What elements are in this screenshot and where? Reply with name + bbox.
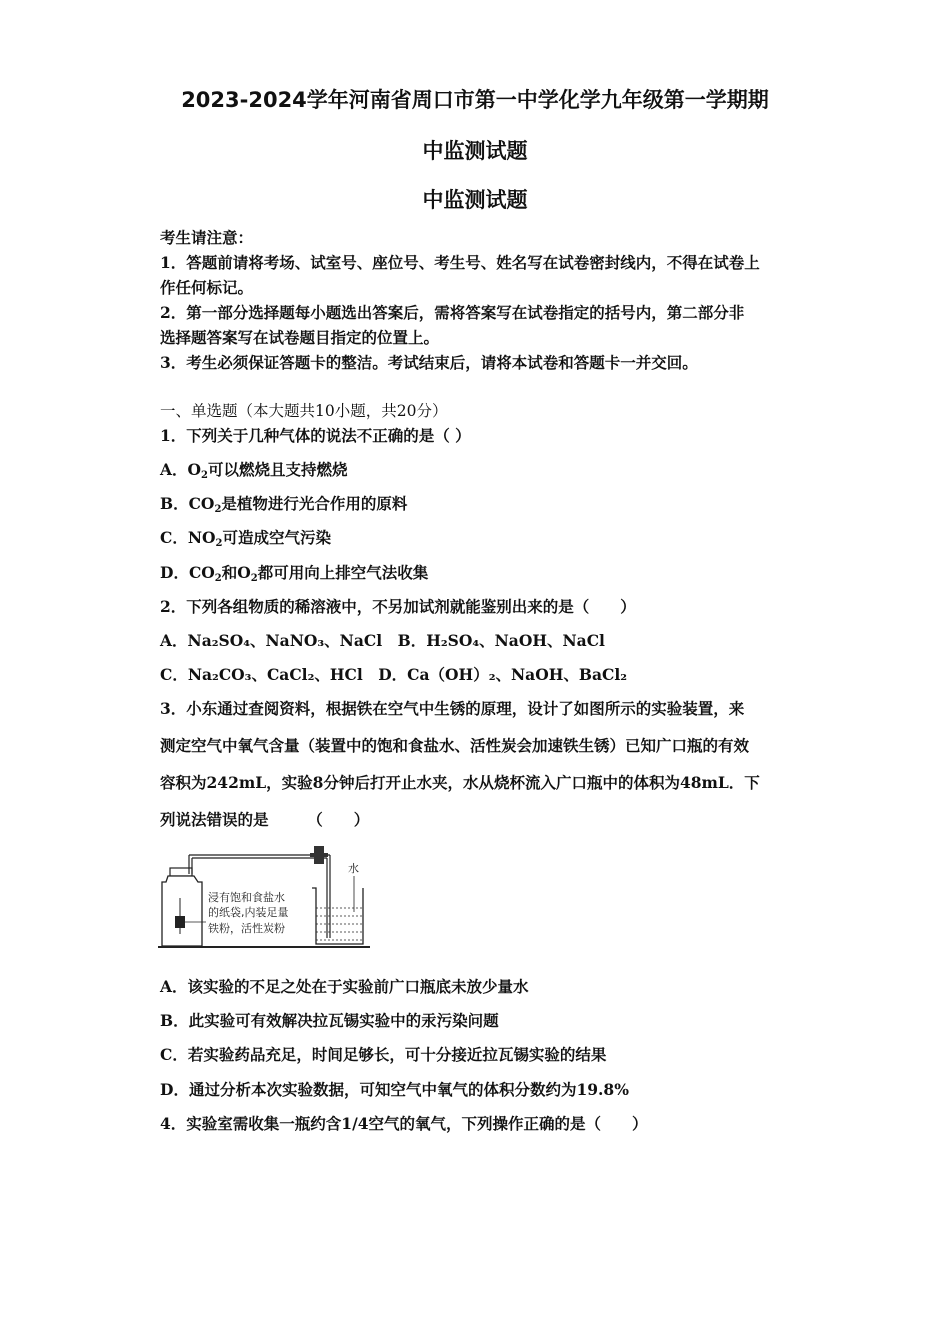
- svg-text:浸有饱和食盐水: 浸有饱和食盐水: [208, 891, 285, 904]
- question-1-option-c: C．$NO_2$可造成空气污染: [160, 528, 331, 549]
- question-3-stem-line: 测定空气中氧气含量（装置中的饱和食盐水、活性炭会加速铁生锈）已知广口瓶的有效: [160, 736, 750, 755]
- svg-text:的纸袋,内装足量: 的纸袋,内装足量: [208, 906, 289, 919]
- paper-bag: [175, 916, 185, 928]
- question-3-stem-line: 3．小东通过查阅资料，根据铁在空气中生锈的原理，设计了如图所示的实验装置，来: [160, 699, 745, 718]
- question-1-stem: 1．下列关于几种气体的说法不正确的是（ ）: [160, 426, 471, 445]
- question-3-stem-line: 容积为242mL，实验8分钟后打开止水夹，水从烧杯流入广口瓶中的体积为48mL．下: [160, 773, 760, 792]
- question-3-option-c: C．若实验药品充足，时间足够长，可十分接近拉瓦锡实验的结果: [160, 1045, 607, 1064]
- question-2-options-ab: A．Na₂SO₄、NaNO₃、NaCl B．H₂SO₄、NaOH、NaCl: [160, 631, 605, 650]
- bottle-body: [162, 876, 202, 946]
- question-3-option-d: D．通过分析本次实验数据，可知空气中氧气的体积分数约为19.8%: [160, 1080, 629, 1099]
- notice-heading: 考生请注意：: [160, 228, 254, 247]
- exam-title-line1: 2023-2024学年河南省周口市第一中学化学九年级第一学期期: [181, 88, 769, 112]
- question-1-option-d: D．$CO_2$和$O_2$都可用向上排空气法收集: [160, 563, 429, 584]
- question-4-stem: 4．实验室需收集一瓶约含1/4空气的氧气，下列操作正确的是（ ）: [160, 1114, 648, 1133]
- question-3-option-b: B．此实验可有效解决拉瓦锡实验中的汞污染问题: [160, 1011, 499, 1030]
- notice-line: 3．考生必须保证答题卡的整洁。考试结束后，请将本试卷和答题卡一并交回。: [160, 353, 698, 372]
- exam-title-line2: 中监测试题: [422, 139, 528, 163]
- question-2-stem: 2．下列各组物质的稀溶液中，不另加试剂就能鉴别出来的是（ ）: [160, 597, 636, 616]
- experiment-apparatus-figure: [158, 838, 370, 952]
- svg-text:水: 水: [348, 862, 359, 875]
- notice-line: 2．第一部分选择题每小题选出答案后，需将答案写在试卷指定的括号内，第二部分非: [160, 303, 745, 322]
- notice-line: 选择题答案写在试卷题目指定的位置上。: [160, 328, 440, 347]
- exam-title-line3: 中监测试题: [422, 188, 528, 212]
- notice-line: 1．答题前请将考场、试室号、座位号、考生号、姓名写在试卷密封线内，不得在试卷上: [160, 253, 760, 272]
- question-3-option-a: A．该实验的不足之处在于实验前广口瓶底未放少量水: [160, 977, 529, 996]
- question-2-options-cd: C．Na₂CO₃、CaCl₂、HCl D．Ca（OH）₂、NaOH、BaCl₂: [160, 665, 627, 684]
- question-3-stem-line: 列说法错误的是 （ ）: [160, 810, 370, 829]
- svg-text:铁粉，活性炭粉: 铁粉，活性炭粉: [208, 922, 285, 935]
- question-1-option-b: B．$CO_2$是植物进行光合作用的原料: [160, 494, 408, 515]
- question-1-option-a: A．$O_2$可以燃烧且支持燃烧: [160, 460, 348, 481]
- notice-line: 作任何标记。: [160, 278, 254, 297]
- section-heading: 一、单选题（本大题共10小题，共20分）: [160, 402, 448, 420]
